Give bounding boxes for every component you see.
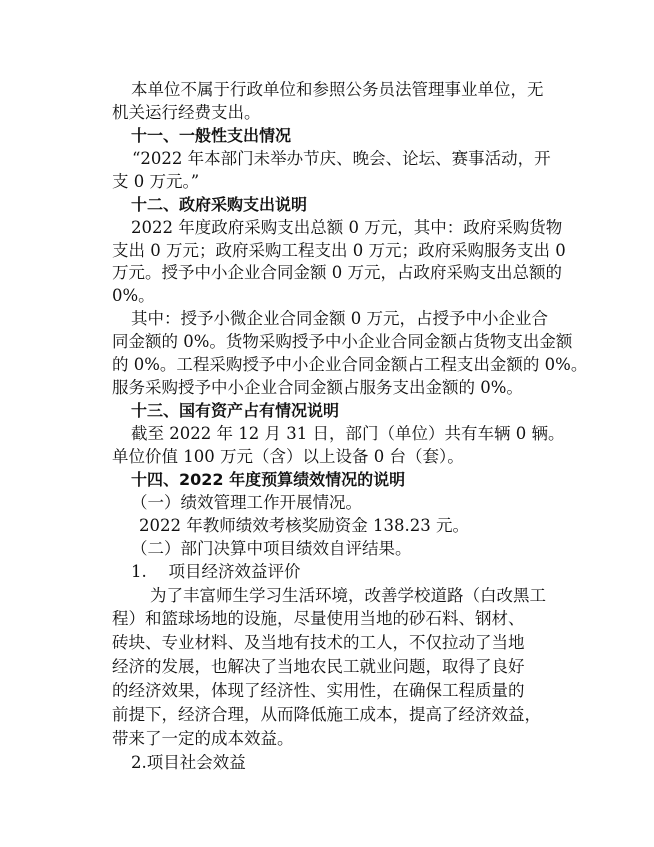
paragraph-line: 1. 项目经济效益评价 (131, 562, 301, 581)
paragraph-line: 服务采购授予中小企业合同金额占服务支出金额的 0%。 (112, 378, 523, 397)
section-heading: 十一、一般性支出情况 (131, 126, 292, 145)
paragraph-line: 本单位不属于行政单位和参照公务员法管理事业单位，无 (131, 80, 544, 99)
paragraph-line: 的 0%。工程采购授予中小企业合同金额占工程支出金额的 0%。 (112, 355, 588, 374)
paragraph-line: 支 0 万元。” (112, 172, 200, 191)
paragraph-line: （一）绩效管理工作开展情况。 (131, 493, 362, 512)
paragraph-line: 2022 年度政府采购支出总额 0 万元，其中：政府采购货物 (131, 218, 563, 237)
paragraph-line: 支出 0 万元；政府采购工程支出 0 万元；政府采购服务支出 0 (112, 241, 566, 260)
section-heading: 十三、国有资产占有情况说明 (131, 401, 340, 420)
paragraph-line: 2.项目社会效益 (131, 753, 246, 772)
paragraph-line: 单位价值 100 万元（含）以上设备 0 台（套）。 (112, 447, 464, 466)
paragraph-line: 为了丰富师生学习生活环境，改善学校道路（白改黑工 (150, 586, 546, 605)
paragraph-line: 同金额的 0%。货物采购授予中小企业合同金额占货物支出金额 (112, 332, 573, 351)
paragraph-line: 前提下，经济合理，从而降低施工成本，提高了经济效益， (112, 705, 541, 724)
paragraph-line: 砖块、专业材料、及当地有技术的工人，不仅拉动了当地 (112, 633, 525, 652)
paragraph-line: 0%。 (112, 286, 155, 305)
paragraph-line: 截至 2022 年 12 月 31 日，部门（单位）共有车辆 0 辆。 (131, 424, 565, 443)
paragraph-line: 2022 年教师绩效考核奖励资金 138.23 元。 (139, 516, 469, 535)
paragraph-line: 经济的发展，也解决了当地农民工就业问题，取得了良好 (112, 657, 525, 676)
paragraph-line: 其中：授予小微企业合同金额 0 万元，占授予中小企业合 (131, 309, 548, 328)
section-heading: 十四、2022 年度预算绩效情况的说明 (131, 470, 406, 489)
paragraph-line: 程）和篮球场地的设施，尽量使用当地的砂石料、钢材、 (112, 609, 525, 628)
paragraph-line: 的经济效果，体现了经济性、实用性，在确保工程质量的 (112, 681, 525, 700)
paragraph-line: 带来了一定的成本效益。 (112, 729, 294, 748)
paragraph-line: 万元。授予中小企业合同金额 0 万元，占政府采购支出总额的 (112, 263, 562, 282)
section-heading: 十二、政府采购支出说明 (131, 195, 308, 214)
paragraph-line: （二）部门决算中项目绩效自评结果。 (131, 539, 412, 558)
paragraph-line: 机关运行经费支出。 (112, 103, 261, 122)
paragraph-line: “2022 年本部门未举办节庆、晚会、论坛、赛事活动，开 (132, 149, 551, 168)
